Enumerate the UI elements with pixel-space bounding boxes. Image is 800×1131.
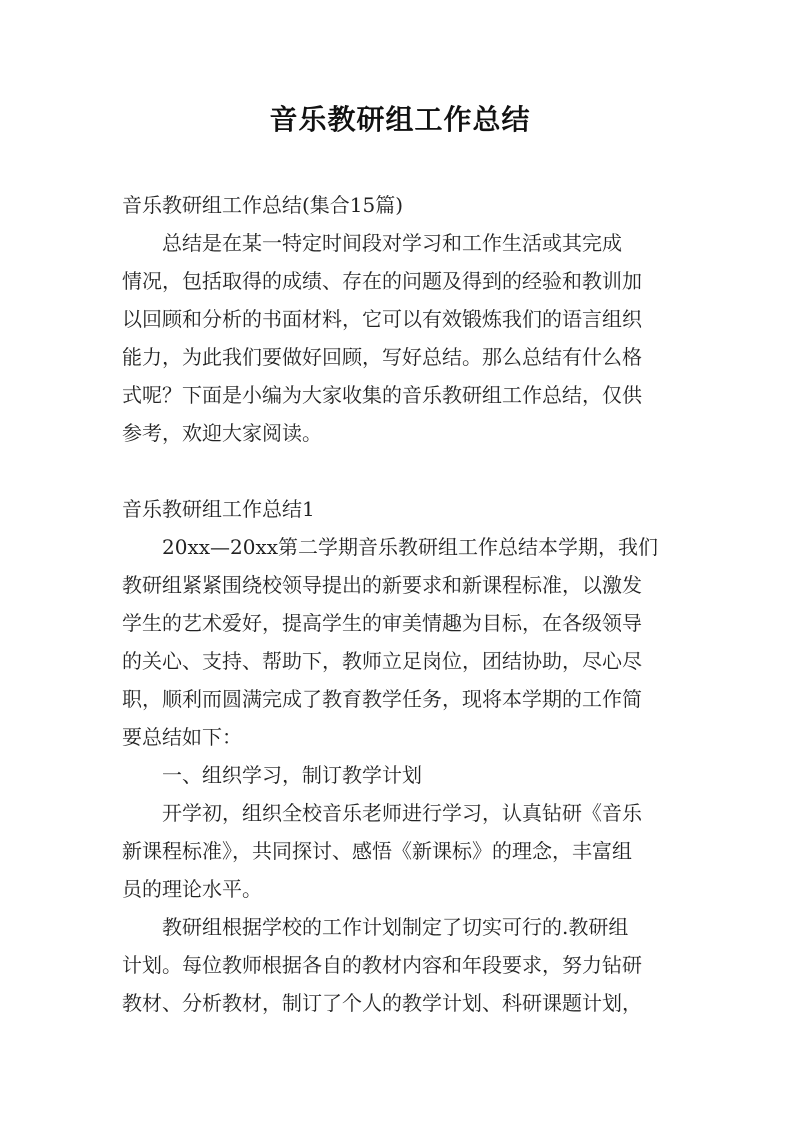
section-heading: 音乐教研组工作总结1 [122, 497, 315, 521]
intro-line: 式呢？下面是小编为大家收集的音乐教研组工作总结，仅供 [122, 383, 642, 407]
intro-line: 能力，为此我们要做好回顾，写好总结。那么总结有什么格 [122, 345, 642, 369]
section1-line: 要总结如下： [122, 725, 242, 749]
para2-line: 新课程标准》，共同探讨、感悟《新课标》的理念，丰富组 [122, 839, 632, 863]
section1-line: 学生的艺术爱好，提高学生的审美情趣为目标，在各级领导 [122, 611, 642, 635]
section1-line: 的关心、支持、帮助下，教师立足岗位，团结协助，尽心尽 [122, 649, 642, 673]
para2-line: 开学初，组织全校音乐老师进行学习，认真钻研《音乐 [162, 801, 642, 825]
intro-line: 以回顾和分析的书面材料，它可以有效锻炼我们的语言组织 [122, 307, 642, 331]
section1-line: 20xx—20xx第二学期音乐教研组工作总结本学期，我们 [162, 535, 659, 559]
para2-line: 员的理论水平。 [122, 877, 262, 901]
section1-line: 教研组紧紧围绕校领导提出的新要求和新课程标准，以激发 [122, 573, 642, 597]
intro-line: 总结是在某一特定时间段对学习和工作生活或其完成 [162, 231, 622, 255]
document-body [122, 186, 682, 1022]
para3-line: 教材、分析教材，制订了个人的教学计划、科研课题计划， [122, 991, 642, 1015]
intro-line: 情况，包括取得的成绩、存在的问题及得到的经验和教训加 [122, 269, 642, 293]
document-subtitle: 音乐教研组工作总结(集合15篇) [122, 193, 404, 217]
section1-line: 职，顺利而圆满完成了教育教学任务，现将本学期的工作简 [122, 687, 642, 711]
para3-line: 计划。每位教师根据各自的教材内容和年段要求，努力钻研 [122, 953, 642, 977]
para3-line: 教研组根据学校的工作计划制定了切实可行的.教研组 [162, 915, 629, 939]
intro-line: 参考，欢迎大家阅读。 [122, 421, 322, 445]
document-title: 音乐教研组工作总结 [269, 103, 531, 136]
paragraph-gap [122, 452, 682, 490]
subheading: 一、组织学习，制订教学计划 [162, 763, 422, 787]
